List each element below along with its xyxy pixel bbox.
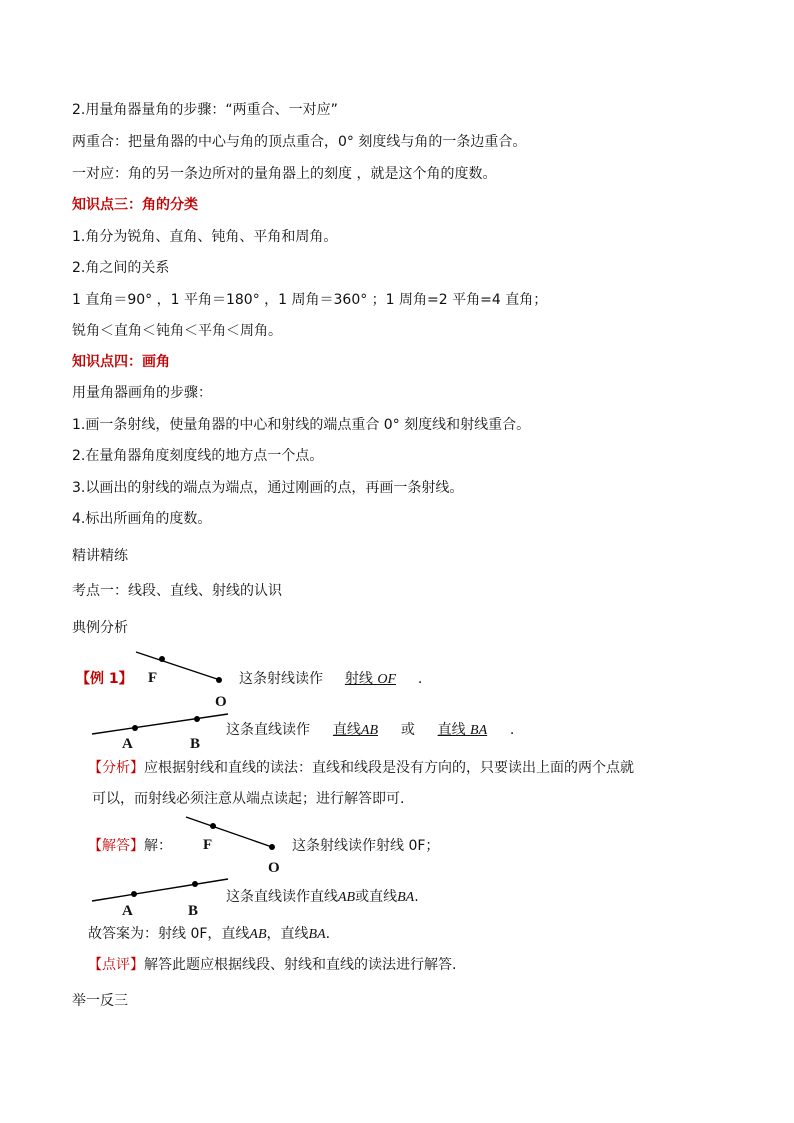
section-heading-3: 知识点三：角的分类 (72, 197, 198, 213)
line-figure (88, 706, 233, 746)
one-correspond: 一对应：角的另一条边所对的量角器上的刻度 ，就是这个角的度数。 (72, 166, 497, 182)
step-title: 2.用量角器量角的步骤：“两重合、一对应” (72, 102, 338, 118)
solution-line-text (226, 887, 419, 908)
practice-title: 精讲精练 (72, 548, 128, 564)
label-f: F (148, 670, 158, 686)
solution-point-b (192, 881, 198, 887)
solution-jie: 解： (144, 838, 172, 854)
draw-steps-title: 用量角器画角的步骤： (72, 385, 212, 401)
solution-line-var-2: BA (397, 890, 415, 905)
solution-point-f (210, 823, 216, 829)
final-answer (88, 924, 330, 945)
label-a: A (122, 736, 133, 752)
analysis-tag: 【分析】 (88, 760, 144, 776)
ray-period: . (417, 671, 423, 687)
angle-class-1: 1.角分为锐角、直角、钝角、平角和周角。 (72, 229, 338, 245)
comment-line (88, 955, 456, 975)
line-answer-2-var: BA (470, 723, 488, 738)
solution-line-text-b: 或直线 (355, 889, 398, 905)
line-period: . (509, 722, 515, 738)
topic-1: 考点一：线段、直线、射线的认识 (72, 583, 282, 599)
angle-order: 锐角＜直角＜钝角＜平角＜周角。 (72, 323, 282, 339)
solution-line-text-a: 这条直线读作直线 (226, 889, 338, 905)
line-ab (92, 714, 228, 734)
ray-answer-word: 射线 (344, 671, 373, 687)
solution-tag: 【解答】 (88, 838, 144, 854)
analysis-text-1: 应根据射线和直线的读法：直线和线段是没有方向的，只要读出上面的两个点就 (144, 760, 634, 776)
line-answer-1-var: AB (360, 723, 378, 738)
solution-line-var-1: AB (338, 890, 356, 905)
example-analysis-title: 典例分析 (72, 620, 128, 636)
draw-step-3: 3.以画出的射线的端点为端点，通过刚画的点，再画一条射线。 (72, 480, 464, 496)
line-answer-2-word: 直线 (437, 722, 466, 738)
draw-step-4: 4.标出所画角的度数。 (72, 511, 212, 527)
analysis-line-1 (88, 758, 634, 778)
solution-point-o (269, 844, 275, 850)
example-tag: 【例 1】 (76, 671, 133, 687)
comment-text: 解答此题应根据线段、射线和直线的读法进行解答. (144, 957, 457, 973)
final-end: . (325, 926, 331, 942)
ray-question (239, 669, 422, 690)
final-a: 故答案为：射线 0F，直线 (88, 926, 250, 942)
solution-label-b: B (188, 903, 199, 919)
solution-line-figure (88, 873, 233, 913)
or-word: 或 (400, 722, 415, 738)
solution-label-f: F (203, 837, 213, 853)
analysis-text-2: 可以，而射线必须注意从端点读起；进行解答即可. (92, 791, 405, 807)
solution-label-o: O (268, 860, 280, 876)
ray-answer (327, 669, 413, 690)
label-b: B (190, 736, 201, 752)
two-coincide: 两重合：把量角器的中心与角的顶点重合，0° 刻度线与角的一条边重合。 (72, 134, 527, 150)
ray-figure (130, 648, 230, 692)
angle-class-2: 2.角之间的关系 (72, 260, 170, 276)
point-b (194, 716, 200, 722)
draw-step-1: 1.画一条射线，使量角器的中心和射线的端点重合 0° 刻度线和射线重合。 (72, 417, 531, 433)
final-var-1: AB (249, 927, 267, 942)
label-o: O (215, 694, 227, 710)
solution-label-a: A (122, 903, 133, 919)
practice-more-title: 举一反三 (72, 993, 128, 1009)
point-f (159, 656, 165, 662)
solution-ray-text: 这条射线读作射线 0F； (292, 838, 440, 854)
solution-ray-figure (180, 813, 280, 857)
solution-point-a (131, 891, 137, 897)
comment-tag: 【点评】 (88, 957, 144, 973)
point-o (216, 677, 222, 683)
line-answer-2 (419, 720, 505, 741)
ray-question-text: 这条射线读作 (239, 671, 323, 687)
angle-relations: 1 直角＝90° ，1 平角＝180° ，1 周角＝360° ；1 周角=2 平角=4 直角； (72, 292, 548, 308)
line-answer-1 (314, 720, 396, 741)
final-b: ，直线 (266, 926, 309, 942)
ray-answer-var: OF (377, 672, 397, 687)
final-var-2: BA (308, 927, 326, 942)
draw-step-2: 2.在量角器角度刻度线的地方点一个点。 (72, 448, 324, 464)
solution-line-end: . (414, 889, 419, 905)
solution-line-ab (92, 879, 228, 901)
line-answer-1-word: 直线 (332, 722, 361, 738)
section-heading-4: 知识点四：画角 (72, 354, 170, 370)
line-question-text: 这条直线读作 (226, 722, 310, 738)
solution-line (88, 836, 172, 856)
solution-ray-line (186, 817, 272, 847)
line-question (226, 720, 514, 741)
point-a (132, 725, 138, 731)
